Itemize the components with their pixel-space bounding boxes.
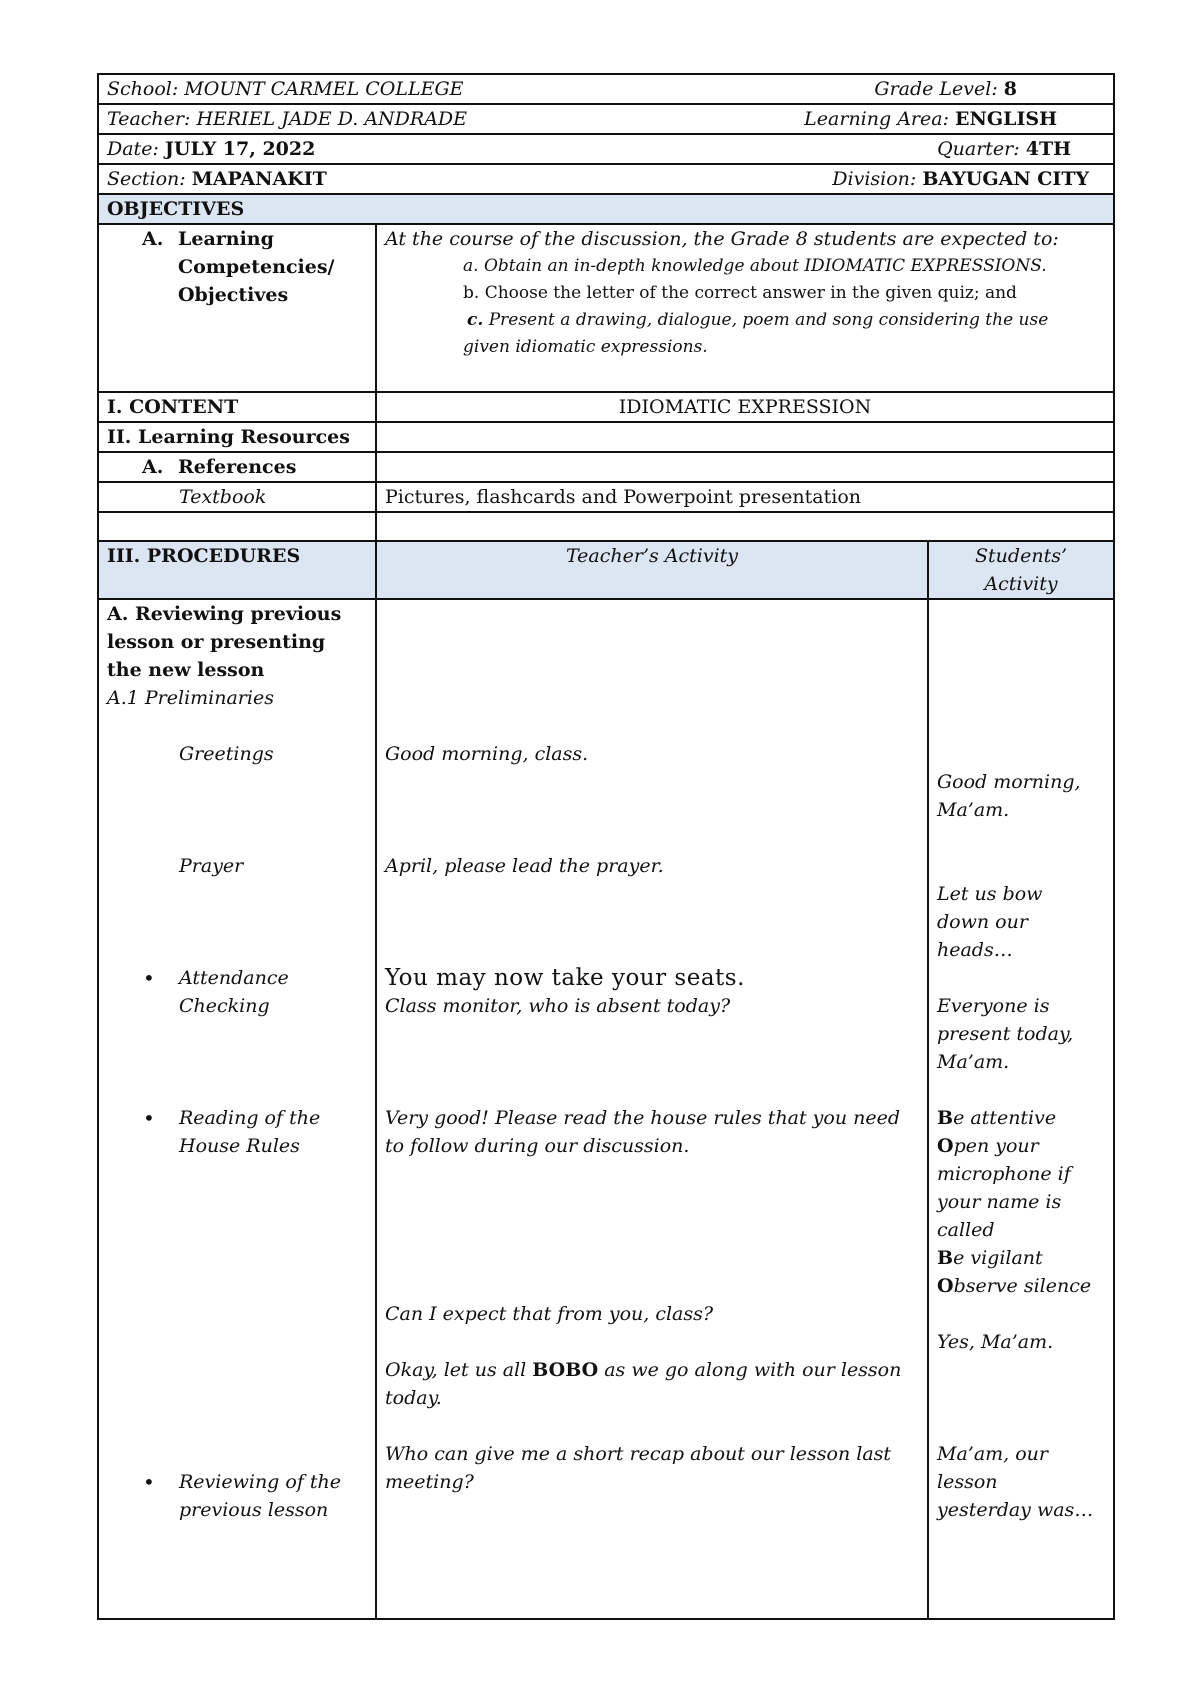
- attendance-students: Everyone is present today, Ma’am.: [937, 995, 1074, 1073]
- students-activity-heading: Students’ Activity: [928, 541, 1114, 599]
- objectives-heading: OBJECTIVES: [98, 194, 1114, 224]
- expect-teacher: Can I expect that from you, class?: [385, 1303, 714, 1325]
- review-students: Ma’am, our lesson yesterday was…: [937, 1443, 1094, 1521]
- review-step: • Reviewing of the previous lesson: [179, 1468, 367, 1524]
- rules-teacher: Very good! Please read the house rules that you need to follow during our discussion.: [385, 1107, 901, 1157]
- blank-row: [98, 512, 1114, 541]
- house-rules-list: Be attentive Open your microphone if your name is called Be vigilant Observe silence: [937, 1107, 1092, 1297]
- seats-teacher: You may now take your seats.: [385, 965, 745, 991]
- date-field: Date: JULY 17, 2022: [107, 138, 316, 160]
- textbook-row: [98, 482, 1114, 512]
- bobo-teacher: Okay, let us all BOBO as we go along with our lesson today.: [385, 1359, 902, 1409]
- school-field: School: MOUNT CARMEL COLLEGE: [107, 78, 464, 100]
- division-field: Division: BAYUGAN CITY: [832, 168, 1090, 190]
- preliminaries-label: A.1 Preliminaries: [107, 687, 274, 709]
- students-activity-column: [928, 599, 1114, 1619]
- teacher-activity-heading: Teacher’s Activity: [376, 541, 928, 599]
- prayer-teacher: April, please lead the prayer.: [385, 855, 664, 877]
- teacher-activity-column: [376, 599, 928, 1619]
- greet-students: Good morning, Ma’am.: [937, 771, 1081, 821]
- objective-b: b. Choose the letter of the correct answer in the given quiz; and: [463, 283, 1017, 303]
- attendance-step: • Attendance Checking: [179, 964, 367, 1020]
- lesson-plan-table: [97, 73, 1115, 1620]
- content-label: I. CONTENT: [98, 392, 376, 422]
- objectives-row: [98, 224, 1114, 392]
- section-field: Section: MAPANAKIT: [107, 168, 327, 190]
- objectives-list: [376, 224, 1114, 392]
- greet-teacher: Good morning, class.: [385, 743, 589, 765]
- procedures-label: III. PROCEDURES: [98, 541, 376, 599]
- resources-row: [98, 422, 1114, 452]
- header-row-section: [98, 164, 1114, 194]
- objective-c-cont: given idiomatic expressions.: [463, 337, 708, 357]
- review-teacher: Who can give me a short recap about our lesson last meeting?: [385, 1443, 892, 1493]
- references-label: A. References: [98, 452, 376, 482]
- objective-a: a. Obtain an in-depth knowledge about IDIOMATIC EXPRESSIONS.: [463, 256, 1047, 276]
- content-row: [98, 392, 1114, 422]
- prayer-step: Prayer: [179, 855, 244, 877]
- header-row-date: [98, 134, 1114, 164]
- teacher-field: Teacher: HERIEL JADE D. ANDRADE: [107, 108, 468, 130]
- content-value: IDIOMATIC EXPRESSION: [376, 392, 1114, 422]
- expect-students: Yes, Ma’am.: [937, 1331, 1054, 1353]
- resources-label: II. Learning Resources: [98, 422, 376, 452]
- house-rules-step: • Reading of the House Rules: [179, 1104, 367, 1160]
- references-row: [98, 452, 1114, 482]
- textbook-label: Textbook: [98, 482, 376, 512]
- objectives-intro: At the course of the discussion, the Grade 8 students are expected to:: [385, 228, 1059, 250]
- textbook-value: Pictures, flashcards and Powerpoint presentation: [376, 482, 1114, 512]
- procedure-steps: A. Reviewing previous lesson or presenting the new lesson A.1 Preliminaries Greetings Prayer • Attendance Checking • Reading of the House Rules • Reviewing of the previous lesson: [98, 599, 376, 1619]
- competencies-label: A. Learning Competencies/ Objectives: [98, 224, 376, 392]
- procedures-heading-row: [98, 541, 1114, 599]
- prayer-students: Let us bow down our heads…: [937, 883, 1043, 961]
- objective-c: c. Present a drawing, dialogue, poem and song considering the use: [467, 310, 1049, 330]
- objectives-heading-row: [98, 194, 1114, 224]
- grade-field: Grade Level: 8: [874, 78, 1018, 100]
- header-row-teacher: [98, 104, 1114, 134]
- greetings-step: Greetings: [179, 743, 274, 765]
- procedures-body-row: [98, 599, 1114, 1619]
- header-row-school: [98, 74, 1114, 104]
- quarter-field: Quarter: 4TH: [937, 138, 1072, 160]
- learning-area-field: Learning Area: ENGLISH: [804, 108, 1058, 130]
- absent-teacher: Class monitor, who is absent today?: [385, 995, 731, 1017]
